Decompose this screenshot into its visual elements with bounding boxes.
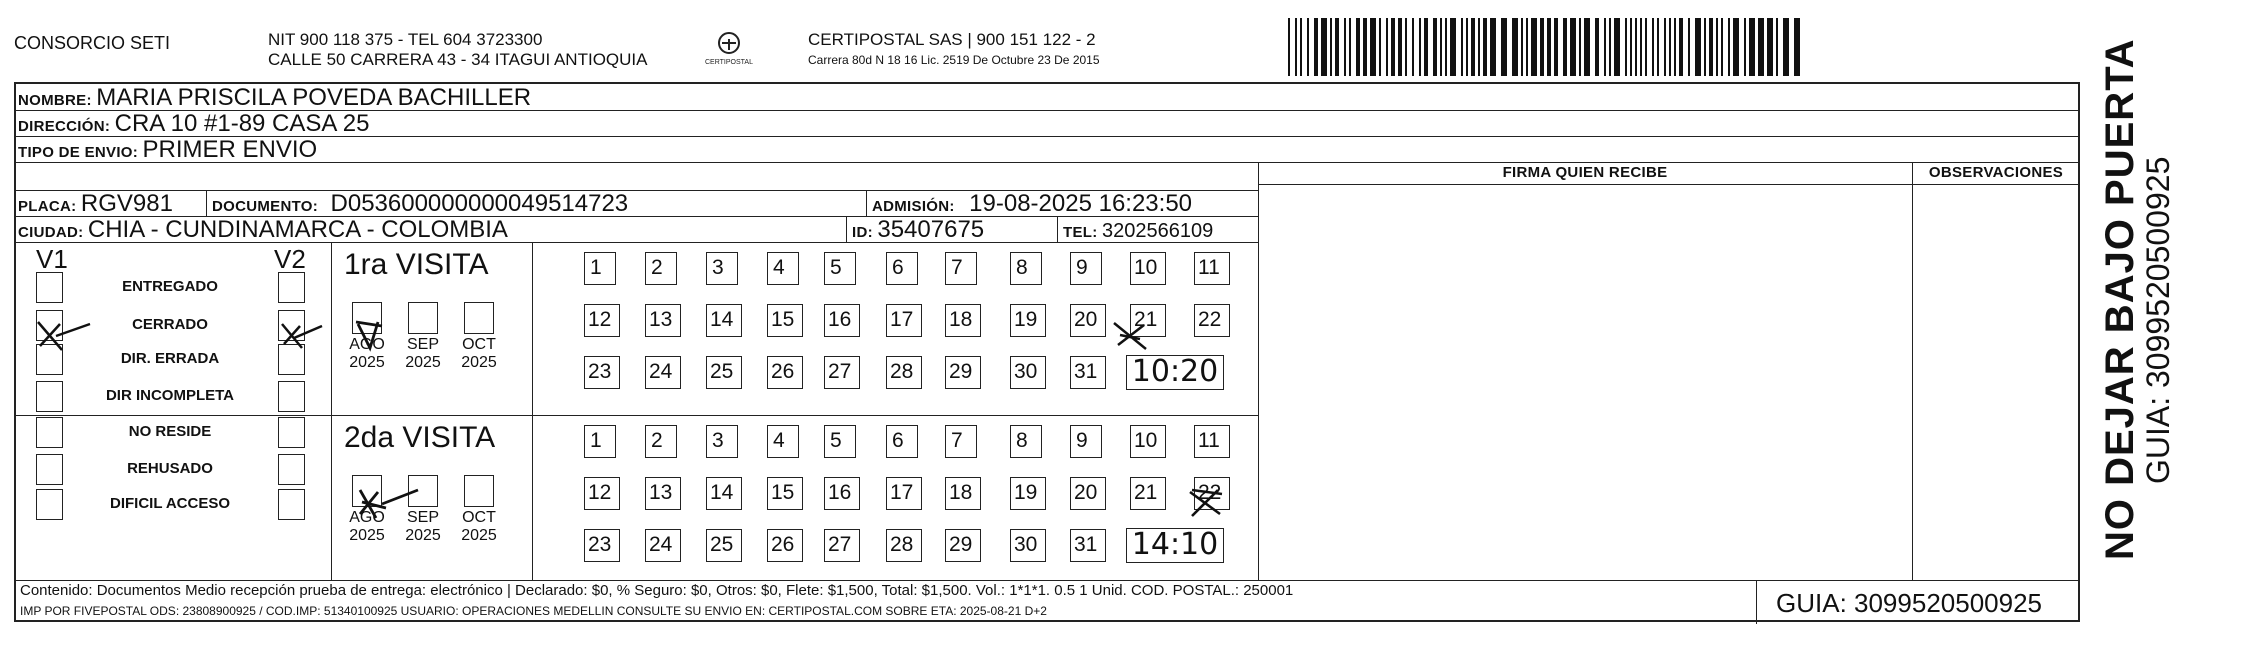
month-label: SEP (406, 509, 439, 526)
day-checkbox[interactable]: 4 (767, 425, 799, 458)
day-checkbox[interactable]: 27 (824, 529, 860, 562)
day-checkbox[interactable]: 9 (1070, 425, 1102, 458)
month-label: AGO (349, 336, 385, 353)
day-checkbox[interactable]: 8 (1010, 252, 1042, 285)
address-row (18, 110, 369, 138)
day-checkbox[interactable]: 6 (886, 425, 918, 458)
day-checkbox[interactable]: 26 (767, 356, 803, 389)
day-checkbox[interactable]: 1 (584, 425, 616, 458)
city: CHIA - CUNDINAMARCA - COLOMBIA (87, 216, 508, 243)
day-checkbox[interactable]: 2 (645, 252, 677, 285)
month-label: OCT (462, 336, 496, 353)
status-label: NO RESIDE (128, 423, 212, 440)
day-checkbox[interactable]: 9 (1070, 252, 1102, 285)
day-checkbox[interactable]: 1 (584, 252, 616, 285)
day-checkbox[interactable]: 13 (645, 304, 681, 337)
day-checkbox[interactable]: 29 (945, 529, 981, 562)
day-checkbox[interactable]: 17 (886, 477, 922, 510)
day-checkbox[interactable]: 23 (584, 529, 620, 562)
shipping-type-label: TIPO DE ENVIO: (18, 144, 139, 161)
month-checkbox[interactable] (464, 475, 494, 507)
footer-imp-line: IMP POR FIVEPOSTAL ODS: 23808900925 / COD.IMP: 51340100925 USUARIO: OPERACIONES MEDELLIN CONSULTE SU ENVIO EN: CERTIPOSTAL.COM SOBRE ETA: 2025-08-21 D+2 (20, 604, 1047, 618)
city-label: CIUDAD: (18, 224, 84, 241)
visit-title: 2da VISITA (344, 421, 496, 454)
day-checkbox[interactable]: 24 (645, 529, 681, 562)
name-label: NOMBRE: (18, 92, 92, 109)
side-guia: GUIA: 3099520500925 (2140, 156, 2176, 484)
day-checkbox[interactable]: 31 (1070, 529, 1106, 562)
status-label: DIFICIL ACCESO (109, 495, 230, 512)
company-name: CONSORCIO SETI (14, 33, 171, 53)
status-checkbox-v1[interactable] (36, 272, 63, 303)
year-label: 2025 (349, 527, 385, 544)
v1-heading: V1 (36, 244, 68, 274)
address-label: DIRECCIÓN: (18, 118, 111, 135)
day-checkbox[interactable]: 25 (706, 356, 742, 389)
month-label: AGO (349, 509, 385, 526)
year-label: 2025 (349, 354, 385, 371)
tel-number: 3202566109 (1101, 220, 1214, 242)
shipping-type: PRIMER ENVIO (142, 136, 318, 163)
day-checkbox[interactable]: 12 (584, 477, 620, 510)
nit-line: NIT 900 118 375 - TEL 604 3723300 (268, 30, 543, 49)
status-checkbox-v1[interactable] (36, 381, 63, 412)
day-checkbox[interactable]: 30 (1010, 529, 1046, 562)
plate: RGV981 (80, 190, 173, 217)
status-checkbox-v2[interactable] (278, 310, 305, 341)
status-checkbox-v2[interactable] (278, 489, 305, 520)
id-number: 35407675 (877, 216, 985, 243)
recipient-address: CRA 10 #1-89 CASA 25 (114, 110, 370, 137)
status-label: DIR. ERRADA (120, 350, 220, 367)
day-checkbox[interactable]: 10 (1130, 252, 1166, 285)
name-row (18, 84, 531, 112)
document-number: D053600000000049514723 (330, 190, 629, 217)
visit-title: 1ra VISITA (344, 248, 489, 281)
day-checkbox[interactable]: 22 (1194, 304, 1230, 337)
status-checkbox-v1[interactable] (36, 489, 63, 520)
day-checkbox[interactable]: 18 (945, 304, 981, 337)
day-checkbox[interactable]: 19 (1010, 477, 1046, 510)
status-checkbox-v2[interactable] (278, 344, 305, 375)
month-checkbox[interactable] (464, 302, 494, 334)
month-label: OCT (462, 509, 496, 526)
month-label: SEP (406, 336, 439, 353)
status-label: REHUSADO (127, 460, 213, 477)
day-checkbox[interactable]: 3 (706, 252, 738, 285)
year-label: 2025 (461, 354, 497, 371)
day-checkbox[interactable]: 25 (706, 529, 742, 562)
day-checkbox[interactable]: 11 (1194, 252, 1230, 285)
recipient-name: MARIA PRISCILA POVEDA BACHILLER (96, 84, 532, 111)
day-checkbox[interactable]: 16 (824, 477, 860, 510)
plate-label: PLACA: (18, 198, 77, 215)
day-checkbox[interactable]: 28 (886, 529, 922, 562)
day-checkbox[interactable]: 6 (886, 252, 918, 285)
day-checkbox[interactable]: 5 (824, 425, 856, 458)
status-checkbox-v1[interactable] (36, 310, 63, 341)
id-label: ID: (852, 224, 873, 241)
footer-guia: GUIA: 3099520500925 (1776, 588, 2042, 618)
day-checkbox[interactable]: 31 (1070, 356, 1106, 389)
status-label: CERRADO (132, 316, 208, 333)
status-checkbox-v1[interactable] (36, 344, 63, 375)
day-checkbox[interactable]: 15 (767, 477, 803, 510)
status-label: DIR INCOMPLETA (105, 387, 235, 404)
signature-label: FIRMA QUIEN RECIBE (1502, 164, 1668, 181)
shipping-form (14, 82, 2080, 622)
day-checkbox[interactable]: 24 (645, 356, 681, 389)
day-checkbox[interactable]: 15 (767, 304, 803, 337)
document-cell (212, 190, 628, 218)
plate-cell (18, 190, 173, 218)
day-checkbox[interactable]: 21 (1130, 477, 1166, 510)
day-checkbox[interactable]: 17 (886, 304, 922, 337)
observations-label: OBSERVACIONES (1928, 164, 2064, 181)
barcode (1288, 18, 1808, 81)
day-checkbox[interactable]: 20 (1070, 304, 1106, 337)
year-label: 2025 (405, 354, 441, 371)
day-checkbox[interactable]: 3 (706, 425, 738, 458)
day-checkbox[interactable]: 16 (824, 304, 860, 337)
city-cell (18, 216, 508, 244)
v2-heading: V2 (274, 244, 306, 274)
status-checkbox-v2[interactable] (278, 417, 305, 448)
month-checkbox[interactable] (352, 302, 382, 334)
day-checkbox[interactable]: 23 (584, 356, 620, 389)
status-checkbox-v1[interactable] (36, 454, 63, 485)
document-label: DOCUMENTO: (212, 198, 319, 215)
id-cell (852, 216, 984, 244)
day-checkbox[interactable]: 28 (886, 356, 922, 389)
day-checkbox[interactable]: 5 (824, 252, 856, 285)
certipostal-line: CERTIPOSTAL SAS | 900 151 122 - 2 (808, 30, 1096, 49)
month-checkbox[interactable] (408, 302, 438, 334)
admission-label: ADMISIÓN: (872, 198, 955, 215)
day-checkbox[interactable]: 7 (945, 252, 977, 285)
day-checkbox[interactable]: 4 (767, 252, 799, 285)
month-checkbox[interactable] (408, 475, 438, 507)
tel-label: TEL: (1063, 224, 1098, 241)
status-label: ENTREGADO (122, 278, 218, 295)
day-checkbox[interactable]: 11 (1194, 425, 1230, 458)
day-checkbox[interactable]: 2 (645, 425, 677, 458)
status-checkbox-v2[interactable] (278, 454, 305, 485)
status-checkbox-v1[interactable] (36, 417, 63, 448)
visit-time: 10:20 (1126, 355, 1224, 390)
day-checkbox[interactable]: 14 (706, 477, 742, 510)
status-checkbox-v2[interactable] (278, 272, 305, 303)
day-checkbox[interactable]: 12 (584, 304, 620, 337)
admission-cell (872, 190, 1192, 218)
address-line: CALLE 50 CARRERA 43 - 34 ITAGUI ANTIOQUIA (268, 50, 648, 69)
day-checkbox[interactable]: 27 (824, 356, 860, 389)
side-notice: NO DEJAR BAJO PUERTA (2098, 38, 2142, 560)
day-checkbox[interactable]: 22 (1194, 477, 1230, 510)
day-checkbox[interactable]: 21 (1130, 304, 1166, 337)
day-checkbox[interactable]: 30 (1010, 356, 1046, 389)
day-checkbox[interactable]: 20 (1070, 477, 1106, 510)
day-checkbox[interactable]: 8 (1010, 425, 1042, 458)
month-checkbox[interactable] (352, 475, 382, 507)
day-checkbox[interactable]: 18 (945, 477, 981, 510)
certipostal-license: Carrera 80d N 18 16 Lic. 2519 De Octubre 23 De 2015 (808, 53, 1100, 67)
day-checkbox[interactable]: 26 (767, 529, 803, 562)
day-checkbox[interactable]: 10 (1130, 425, 1166, 458)
day-checkbox[interactable]: 14 (706, 304, 742, 337)
tel-cell (1063, 220, 1213, 243)
shipping-type-row (18, 136, 317, 164)
year-label: 2025 (461, 527, 497, 544)
day-checkbox[interactable]: 13 (645, 477, 681, 510)
svg-text:CERTIPOSTAL: CERTIPOSTAL (705, 59, 753, 66)
day-checkbox[interactable]: 7 (945, 425, 977, 458)
day-checkbox[interactable]: 29 (945, 356, 981, 389)
certipostal-logo (704, 30, 754, 70)
year-label: 2025 (405, 527, 441, 544)
status-checkbox-v2[interactable] (278, 381, 305, 412)
footer-contents: Contenido: Documentos Medio recepción prueba de entrega: electrónico | Declarado: $0, % Seguro: $0, Otros: $0, Flete: $1,500, Total: $1,500. Vol.: 1*1*1. 0.5 1 Unid. COD. POSTAL.: 250001 (20, 582, 1294, 599)
day-checkbox[interactable]: 19 (1010, 304, 1046, 337)
admission-date: 19-08-2025 16:23:50 (969, 190, 1193, 217)
visit-time: 14:10 (1126, 528, 1224, 563)
